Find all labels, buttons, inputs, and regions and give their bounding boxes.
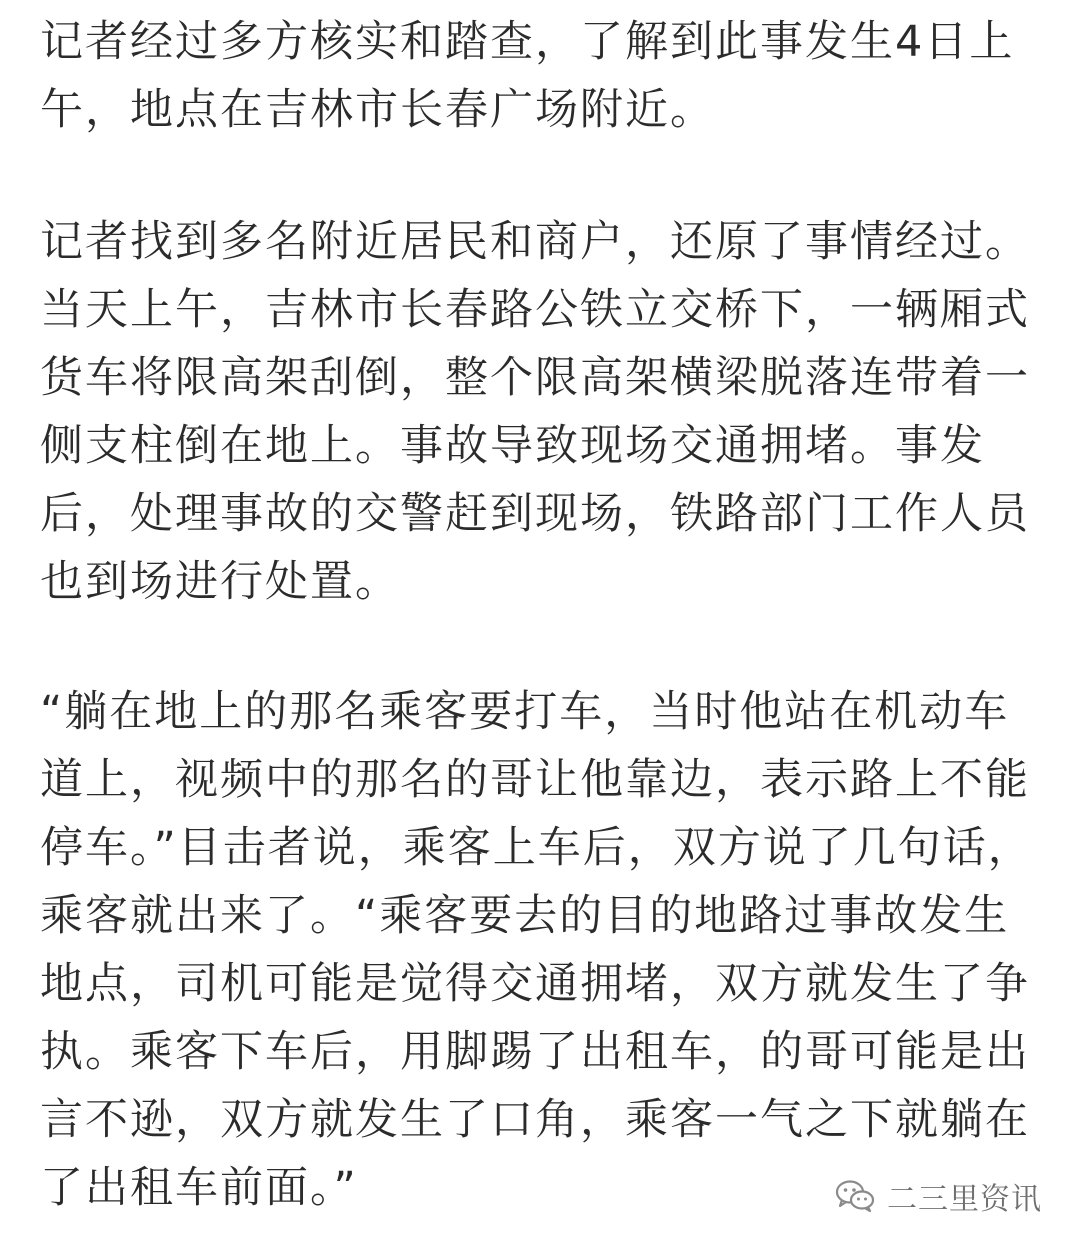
wechat-icon	[835, 1179, 875, 1213]
paragraph-3: “躺在地上的那名乘客要打车，当时他站在机动车道上，视频中的那名的哥让他靠边，表示路上不能停车。”目击者说，乘客上车后，双方说了几句话，乘客就出来了。“乘客要去的目的地路过事故发生地点，司机可能是觉得交通拥堵，双方就发生了争执。乘客下车后，用脚踢了出租车，的哥可能是出言不逊，双方就发生了口角，乘客一气之下就躺在了出租车前面。”	[40, 687, 1033, 1213]
source-watermark	[835, 1172, 1042, 1220]
watermark-text: 二三里资讯	[887, 1182, 1042, 1217]
paragraph-1: 记者经过多方核实和踏查，了解到此事发生4日上午，地点在吉林市长春广场附近。	[40, 17, 1015, 135]
paragraph-2: 记者找到多名附近居民和商户，还原了事情经过。当天上午，吉林市长春路公铁立交桥下，一辆厢式货车将限高架刮倒，整个限高架横梁脱落连带着一侧支柱倒在地上。事故导致现场交通拥堵。事发后，处理事故的交警赶到现场，铁路部门工作人员也到场进行处置。	[40, 217, 1030, 607]
